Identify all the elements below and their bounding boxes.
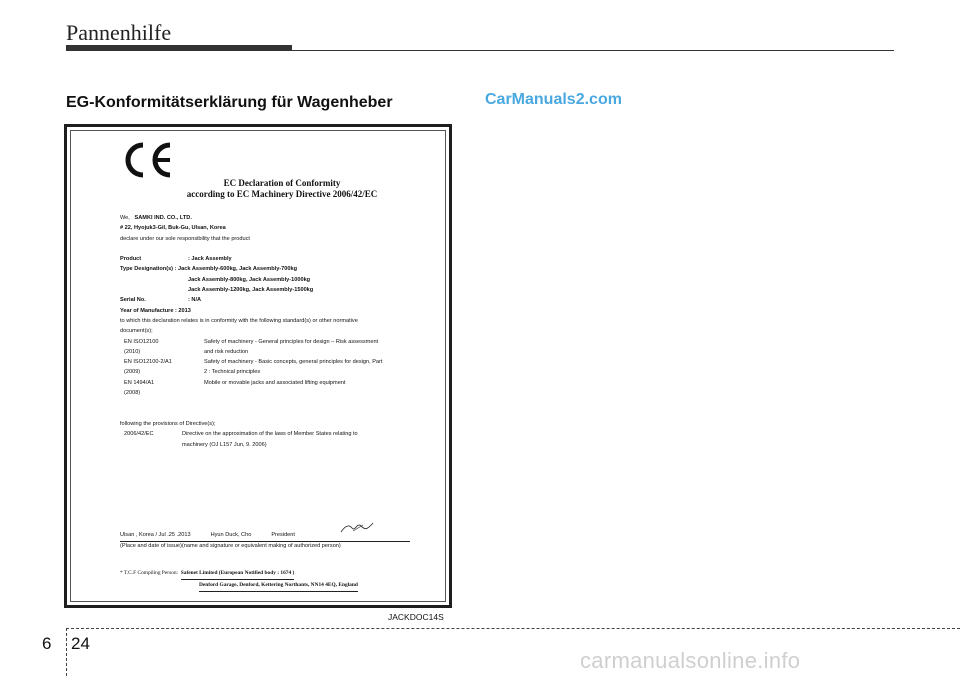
signature-block: Ulsan , Korea / Jul .25 .2013 Hyun Duck, Cho President (Place and date of issue)(name and signature or equivalent making of authorized person) [120,531,410,551]
standard-row: EN ISO12100 Safety of machinery - General principles for design – Risk assessment [124,338,379,345]
standard-row: (2008) [124,390,141,397]
standard-row: EN 1494/A1 Mobile or movable jacks and associated lifting equipment [124,379,346,386]
declaration-body: We, SAMKI IND. CO., LTD. # 22, Hyojuk3-Gil, Buk-Gu, Ulsan, Korea declare under our sole responsibility that the product Product : Jack Assembly Type Designation(s) : Jack Assembly-600kg, Jack Assembly-700kg Jack Assembly-800kg, Jack Assembly-1000kg Jack Assembly-1200kg, Jack Assembly-1500kg Serial No. : N/A Year of Manufacture : 2013 to which this declaration relates is in conformity with the following standard(s) or other normative document(s); EN ISO12100 Safety of machinery - General principles for design – Risk assessment (2010) and risk reduction EN ISO12100-2/A1 Safety of machinery - Basic concepts, general principles for design, Part (2009) 2 : Technical principles EN 1494/A1 Mobile or movable jacks and associated lifting equipment (2008) following the provisions of Directive(s); 2006/42/EC Directive on the approximation of the laws of Member States relating to machinery (OJ L157 Jun, 9. 2006) [120,213,430,450]
footer-watermark[interactable]: carmanualsonline.info [580,648,801,673]
standard-row: (2009) 2 : Technical principles [124,369,261,376]
page-heading: EG-Konformitätserklärung für Wagenheber [66,94,393,111]
header-rule [66,50,894,51]
document-code: JACKDOC14S [388,612,444,622]
section-title: Pannenhilfe [66,20,172,45]
company-address: # 22, Hyojuk3-Gil, Buk-Gu, Ulsan, Korea [120,225,226,232]
page-number: 24 [71,634,90,653]
declaration-document [64,124,452,608]
company-name: SAMKI IND. CO., LTD. [134,215,192,221]
standard-row: (2010) and risk reduction [124,348,249,355]
watermark-link[interactable]: CarManuals2.com [485,91,622,108]
tcf-compiling-person: * T.C.F Compiling Person: Safenet Limited (European Notified body : 1674 ) Denford Garage, Denford, Kettering Northants, NN14 4EQ, England [120,568,420,592]
footer-divider [66,628,67,676]
ce-mark-icon [121,141,175,179]
footer-rule [66,628,960,629]
declaration-title: EC Declaration of Conformity according to EC Machinery Directive 2006/42/EC [186,178,378,199]
chapter-number: 6 [42,634,52,653]
standard-row: EN ISO12100-2/A1 Safety of machinery - Basic concepts, general principles for design, Part [124,359,383,366]
handwritten-signature [339,520,375,534]
directive-row: 2006/42/EC Directive on the approximation of the laws of Member States relating to [124,431,358,438]
